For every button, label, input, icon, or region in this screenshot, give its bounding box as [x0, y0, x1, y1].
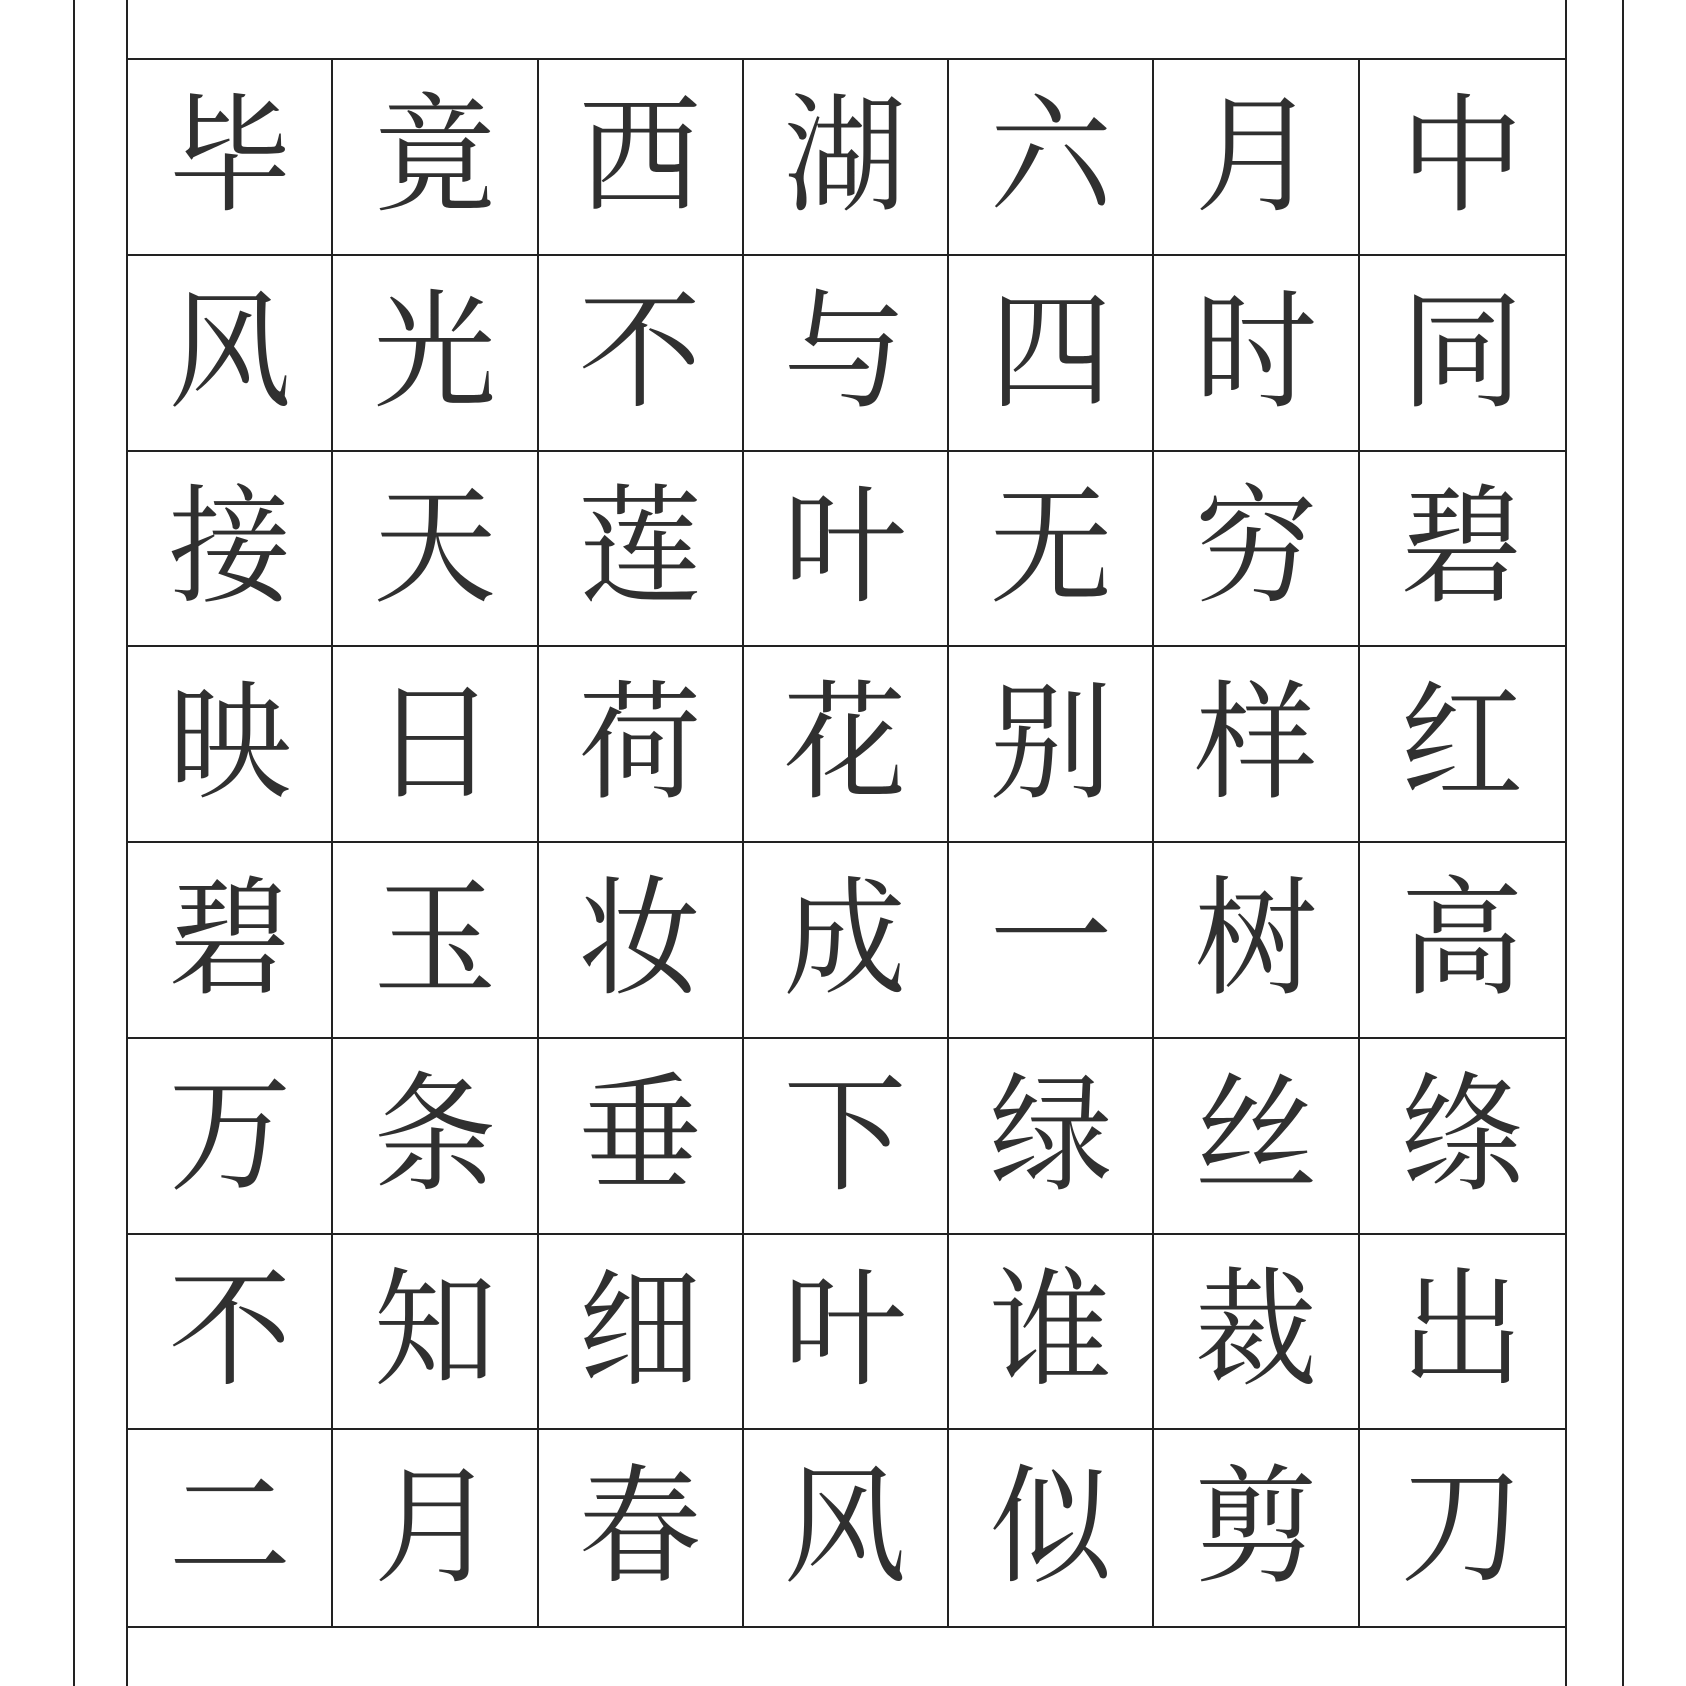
handwritten-character: 竟: [373, 81, 497, 231]
grid-cell: [539, 256, 744, 452]
handwritten-character: 知: [373, 1256, 497, 1406]
handwritten-character: 不: [578, 277, 702, 427]
grid-cell: [333, 256, 538, 452]
grid-cell: [539, 647, 744, 843]
handwritten-character: 刀: [1400, 1453, 1524, 1603]
handwritten-character: 红: [1400, 669, 1524, 819]
grid-cell: [539, 843, 744, 1039]
handwritten-character: 接: [168, 473, 292, 623]
footer-band: [128, 1626, 1565, 1686]
grid-cell: [949, 1430, 1154, 1626]
grid-cell: [539, 1039, 744, 1235]
handwritten-character: 绿: [989, 1060, 1113, 1210]
grid-cell: [1154, 256, 1359, 452]
grid-cell: [949, 1039, 1154, 1235]
grid-cell: [128, 647, 333, 843]
handwritten-character: 四: [989, 277, 1113, 427]
grid-cell: [539, 452, 744, 648]
handwritten-character: 高: [1400, 864, 1524, 1014]
grid-cell: [1360, 1430, 1565, 1626]
grid-cell: [744, 256, 949, 452]
handwritten-character: 中: [1400, 81, 1524, 231]
grid-cell: [539, 1430, 744, 1626]
grid-cell: [333, 1430, 538, 1626]
grid-cell: [1360, 843, 1565, 1039]
grid-cell: [333, 452, 538, 648]
grid-cell: [949, 1235, 1154, 1431]
handwritten-character: 西: [578, 81, 702, 231]
grid-cell: [128, 60, 333, 256]
grid-cell: [949, 452, 1154, 648]
grid-cell: [744, 647, 949, 843]
practice-sheet: [126, 0, 1567, 1686]
handwritten-character: 春: [578, 1453, 702, 1603]
handwritten-character: 丝: [1194, 1060, 1318, 1210]
grid-cell: [128, 843, 333, 1039]
grid-cell: [744, 1430, 949, 1626]
grid-cell: [128, 452, 333, 648]
handwritten-character: 与: [784, 277, 907, 427]
handwritten-character: 映: [168, 669, 292, 819]
grid-cell: [1360, 647, 1565, 843]
handwritten-character: 细: [578, 1256, 702, 1406]
handwritten-character: 别: [989, 669, 1113, 819]
header-band: [128, 0, 1565, 60]
handwritten-character: 风: [784, 1453, 907, 1603]
handwritten-character: 月: [373, 1453, 497, 1603]
grid-cell: [1154, 60, 1359, 256]
grid-cell: [1154, 1039, 1359, 1235]
grid-cell: [333, 1039, 538, 1235]
grid-cell: [1360, 1039, 1565, 1235]
handwritten-character: 湖: [784, 81, 907, 231]
handwritten-character: 树: [1194, 864, 1318, 1014]
handwritten-character: 妆: [578, 864, 702, 1014]
left-frame-line: [73, 0, 75, 1686]
handwritten-character: 不: [168, 1256, 292, 1406]
grid-cell: [128, 1039, 333, 1235]
grid-cell: [744, 1039, 949, 1235]
handwritten-character: 毕: [168, 81, 292, 231]
handwritten-character: 天: [373, 473, 497, 623]
grid-cell: [1360, 60, 1565, 256]
handwritten-character: 垂: [578, 1060, 702, 1210]
handwritten-character: 碧: [168, 864, 292, 1014]
grid-cell: [744, 1235, 949, 1431]
handwritten-character: 叶: [784, 473, 907, 623]
grid-cell: [1360, 452, 1565, 648]
handwritten-character: 无: [989, 473, 1113, 623]
handwritten-character: 下: [784, 1060, 907, 1210]
handwritten-character: 风: [168, 277, 292, 427]
handwritten-character: 花: [784, 669, 907, 819]
handwritten-character: 叶: [784, 1256, 907, 1406]
handwritten-character: 条: [373, 1060, 497, 1210]
handwritten-character: 似: [989, 1453, 1113, 1603]
handwritten-character: 莲: [578, 473, 702, 623]
grid-cell: [949, 256, 1154, 452]
handwritten-character: 万: [168, 1060, 292, 1210]
handwritten-character: 成: [784, 864, 907, 1014]
handwritten-character: 六: [989, 81, 1113, 231]
grid-cell: [1154, 843, 1359, 1039]
handwritten-character: 月: [1194, 81, 1318, 231]
grid-cell: [949, 647, 1154, 843]
handwritten-character: 绦: [1400, 1060, 1524, 1210]
handwritten-character: 时: [1194, 277, 1318, 427]
handwritten-character: 玉: [373, 864, 497, 1014]
handwritten-character: 二: [168, 1453, 292, 1603]
grid-cell: [128, 1235, 333, 1431]
handwritten-character: 碧: [1400, 473, 1524, 623]
handwritten-character: 光: [373, 277, 497, 427]
grid-cell: [1154, 452, 1359, 648]
grid-cell: [744, 452, 949, 648]
grid-cell: [128, 256, 333, 452]
grid-cell: [539, 60, 744, 256]
handwritten-character: 荷: [578, 669, 702, 819]
grid-cell: [333, 60, 538, 256]
right-frame-line: [1622, 0, 1624, 1686]
grid-cell: [128, 1430, 333, 1626]
character-grid: [128, 60, 1565, 1626]
grid-cell: [1360, 1235, 1565, 1431]
handwritten-character: 一: [989, 864, 1113, 1014]
grid-cell: [539, 1235, 744, 1431]
handwritten-character: 同: [1400, 277, 1524, 427]
grid-cell: [1154, 1430, 1359, 1626]
grid-cell: [1154, 647, 1359, 843]
grid-cell: [949, 60, 1154, 256]
handwritten-character: 谁: [989, 1256, 1113, 1406]
grid-cell: [333, 1235, 538, 1431]
handwritten-character: 剪: [1194, 1453, 1318, 1603]
handwritten-character: 日: [373, 669, 497, 819]
grid-cell: [949, 843, 1154, 1039]
handwritten-character: 穷: [1194, 473, 1318, 623]
grid-cell: [333, 843, 538, 1039]
handwritten-character: 样: [1194, 669, 1318, 819]
grid-cell: [1360, 256, 1565, 452]
handwritten-character: 出: [1400, 1256, 1524, 1406]
grid-cell: [744, 843, 949, 1039]
grid-cell: [1154, 1235, 1359, 1431]
handwritten-character: 裁: [1194, 1256, 1318, 1406]
grid-cell: [333, 647, 538, 843]
grid-cell: [744, 60, 949, 256]
